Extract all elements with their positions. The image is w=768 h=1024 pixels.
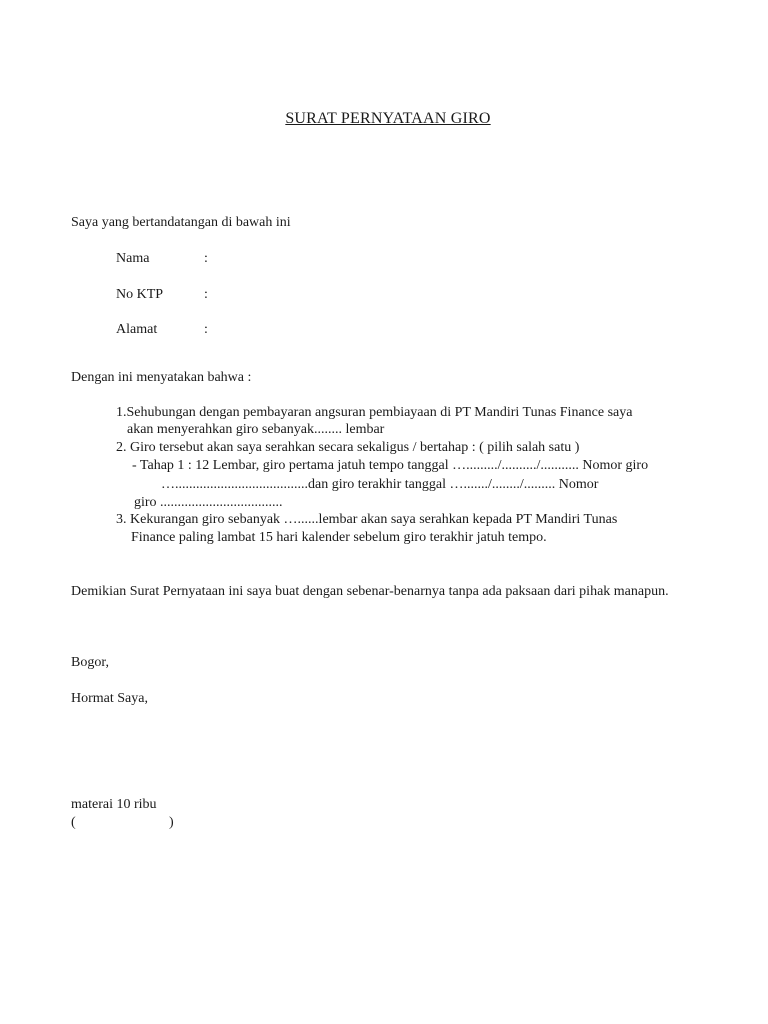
item-1-line-2: akan menyerahkan giro sebanyak........ lembar [127,422,385,437]
closing-paragraph: Demikian Surat Pernyataan ini saya buat dengan sebenar-benarnya tanpa ada paksaan dari pihak manapun. [71,584,669,599]
item-2-line-1: 2. Giro tersebut akan saya serahkan secara sekaligus / bertahap : ( pilih salah satu ) [116,440,580,455]
field-label-nama: Nama [116,251,150,266]
document-title: SURAT PERNYATAAN GIRO [285,110,491,127]
item-3-line-2: Finance paling lambat 15 hari kalender sebelum giro terakhir jatuh tempo. [131,530,547,545]
stamp-note: materai 10 ribu [71,797,157,812]
statement-intro: Dengan ini menyatakan bahwa : [71,370,252,385]
regards-text: Hormat Saya, [71,691,148,706]
item-2-sub-line-2: …......................................dan giro terakhir tanggal …......./......../......... Nomor [161,477,599,492]
item-1-line-1: 1.Sehubungan dengan pembayaran angsuran pembiayaan di PT Mandiri Tunas Finance saya [116,405,633,420]
place-text: Bogor, [71,655,109,670]
signature-open-paren: ( [71,815,76,830]
field-separator-no-ktp: : [204,287,208,302]
field-separator-nama: : [204,251,208,266]
signature-close-paren: ) [169,815,174,830]
item-2-sub-line-3: giro ................................... [134,495,283,510]
field-label-no-ktp: No KTP [116,287,164,302]
item-2-sub-line-1: - Tahap 1 : 12 Lembar, giro pertama jatuh tempo tanggal …........./........../........... Nomor giro [132,458,649,473]
item-3-line-1: 3. Kekurangan giro sebanyak …......lembar akan saya serahkan kepada PT Mandiri Tunas [116,512,618,527]
field-label-alamat: Alamat [116,322,158,337]
intro-text: Saya yang bertandatangan di bawah ini [71,215,291,230]
field-separator-alamat: : [204,322,208,337]
